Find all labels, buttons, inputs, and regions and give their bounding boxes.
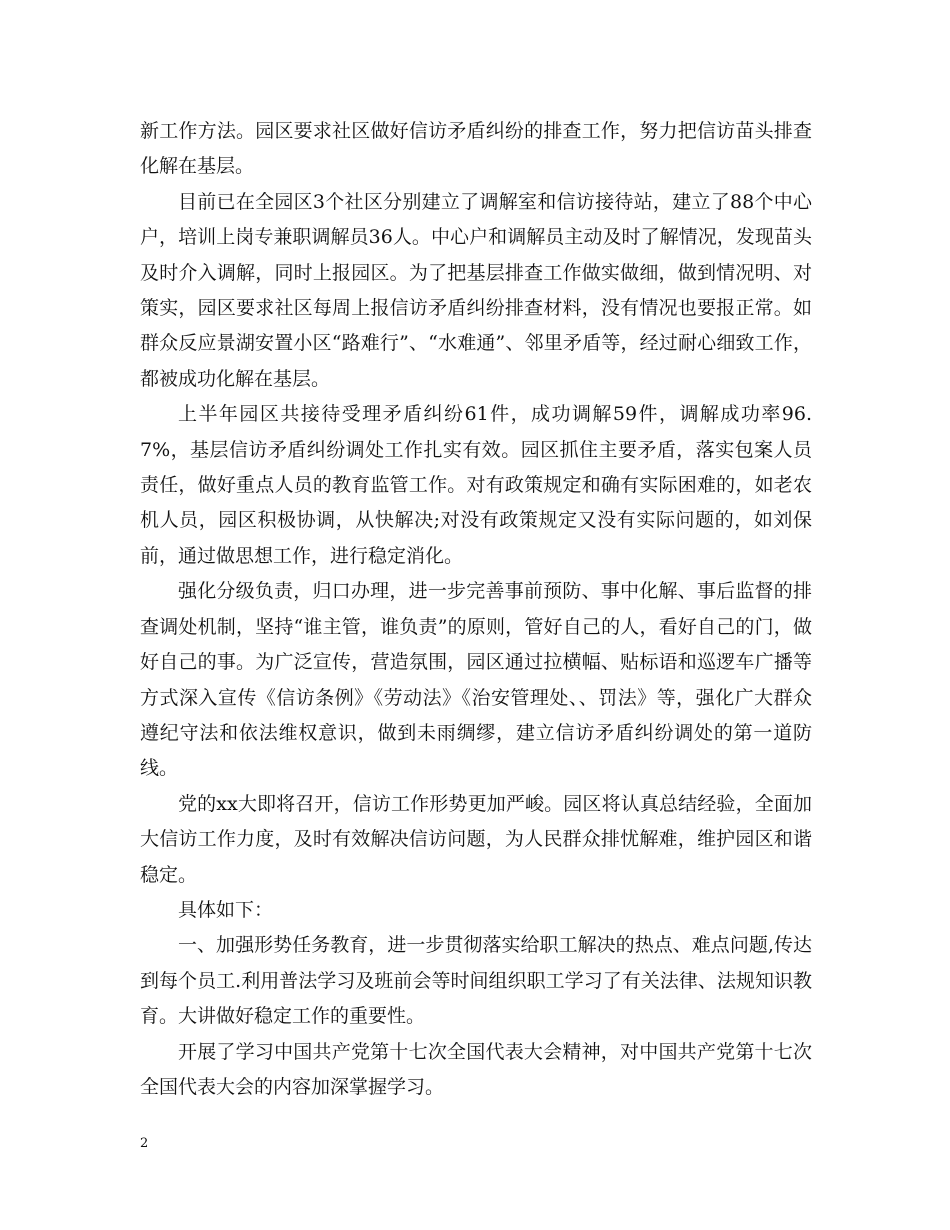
paragraph: 上半年园区共接待受理矛盾纠纷61件，成功调解59件，调解成功率96.7%，基层信访矛盾纠纷调处工作扎实有效。园区抓住主要矛盾，落实包案人员责任，做好重点人员的教育监管工作。对有政策规定和确有实际困难的，如老农机人员，园区积极协调，从快解决;对没有政策规定又没有实际问题的，如刘保前，通过做思想工作，进行稳定消化。	[140, 403, 812, 567]
paragraph: 一、加强形势任务教育，进一步贯彻落实给职工解决的热点、难点问题,传达到每个员工.利用普法学习及班前会等时间组织职工学习了有关法律、法规知识教育。大讲做好稳定工作的重要性。	[140, 934, 812, 1028]
paragraph: 党的xx大即将召开，信访工作形势更加严峻。园区将认真总结经验，全面加大信访工作力度，及时有效解决信访问题，为人民群众排忧解难，维护园区和谐稳定。	[140, 792, 812, 886]
body-text	[140, 114, 812, 1105]
paragraph-continued: 新工作方法。园区要求社区做好信访矛盾纠纷的排查工作，努力把信访苗头排查化解在基层。	[140, 120, 812, 178]
page-number: 2	[140, 1136, 149, 1151]
paragraph: 具体如下：	[178, 898, 274, 921]
paragraph: 目前已在全园区3个社区分别建立了调解室和信访接待站，建立了88个中心户，培训上岗专兼职调解员36人。中心户和调解员主动及时了解情况，发现苗头及时介入调解，同时上报园区。为了把基层排查工作做实做细，做到情况明、对策实，园区要求社区每周上报信访矛盾纠纷排查材料，没有情况也要报正常。如群众反应景湖安置小区“路难行”、“水难通”、邻里矛盾等，经过耐心细致工作，都被成功化解在基层。	[140, 190, 812, 390]
paragraph: 开展了学习中国共产党第十七次全国代表大会精神，对中国共产党第十七次全国代表大会的内容加深掌握学习。	[140, 1040, 812, 1098]
paragraph: 强化分级负责，归口办理，进一步完善事前预防、事中化解、事后监督的排查调处机制，坚持“谁主管，谁负责”的原则，管好自己的人，看好自己的门，做好自己的事。为广泛宣传，营造氛围，园区通过拉横幅、贴标语和巡逻车广播等方式深入宣传《信访条例》《劳动法》《治安管理处、、罚法》等，强化广大群众遵纪守法和依法维权意识，做到未雨绸缪，建立信访矛盾纠纷调处的第一道防线。	[140, 580, 812, 780]
